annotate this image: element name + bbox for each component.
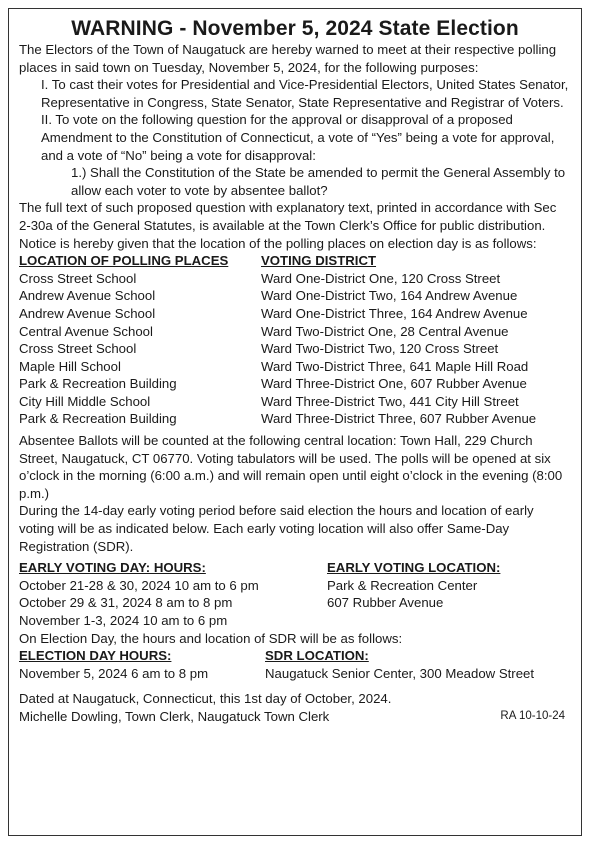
early-voting-hours: October 29 & 31, 2024 8 am to 8 pm xyxy=(19,595,233,611)
polling-place: Andrew Avenue School xyxy=(19,288,156,304)
polling-places-table xyxy=(19,252,571,428)
voting-district: Ward Two-District One, 28 Central Avenue xyxy=(261,323,509,339)
early-voting-notice: During the 14-day early voting period before said election the hours and location of early voting will be as indicated below. Each early voting location will also offer Same-Day Registration (SDR). xyxy=(19,503,534,554)
polling-place: Andrew Avenue School xyxy=(19,305,156,321)
election-notice xyxy=(8,8,582,836)
election-day-hours-header: ELECTION DAY HOURS: xyxy=(19,648,172,664)
polling-places-header: LOCATION OF POLLING PLACES xyxy=(19,253,229,269)
town-clerk-signature: Michelle Dowling, Town Clerk, Naugatuck Town Clerk xyxy=(19,708,330,724)
voting-district: Ward Two-District Two, 120 Cross Street xyxy=(261,341,499,357)
purpose-one: I. To cast their votes for Presidential and Vice-Presidential Electors, United States Senator, Representative in Congress, State Senator, State Representative and Registrar of Voters. xyxy=(41,77,569,110)
polling-place: Cross Street School xyxy=(19,270,137,286)
polling-place: City Hill Middle School xyxy=(19,393,151,409)
reference-code: RA 10-10-24 xyxy=(500,709,565,722)
location-notice: Notice is hereby given that the location of the polling places on election day is as follows: xyxy=(19,235,537,251)
early-voting-location-header: EARLY VOTING LOCATION: xyxy=(327,560,501,576)
election-day-table xyxy=(19,647,571,682)
early-voting-hours-header: EARLY VOTING DAY: HOURS: xyxy=(19,560,206,576)
voting-district: Ward One-District One, 120 Cross Street xyxy=(261,270,501,286)
polling-place: Central Avenue School xyxy=(19,323,153,339)
voting-district: Ward One-District Three, 164 Andrew Avenue xyxy=(261,305,528,321)
polling-place: Park & Recreation Building xyxy=(19,411,177,427)
full-text-notice: The full text of such proposed question with explanatory text, printed in accordance with Sec 2-30a of the General Statutes, is available at the Town Clerk’s Office for public distribution. xyxy=(19,200,557,233)
early-voting-location: 607 Rubber Avenue xyxy=(327,595,444,611)
early-voting-hours: November 1-3, 2024 10 am to 6 pm xyxy=(19,613,228,628)
sdr-location: Naugatuck Senior Center, 300 Meadow Street xyxy=(265,665,535,681)
voting-district: Ward Three-District Two, 441 City Hill Street xyxy=(261,393,519,409)
intro-paragraph: The Electors of the Town of Naugatuck are hereby warned to meet at their respective polling places in said town on Tuesday, November 5, 2024, for the following purposes: xyxy=(19,42,557,75)
voting-district: Ward Three-District Three, 607 Rubber Avenue xyxy=(261,411,537,427)
notice-title: WARNING - November 5, 2024 State Election xyxy=(71,17,519,40)
voting-district: Ward Two-District Three, 641 Maple Hill Road xyxy=(261,358,529,374)
sdr-location-header: SDR LOCATION: xyxy=(265,648,369,664)
voting-district-header: VOTING DISTRICT xyxy=(261,253,377,269)
election-day-hours: November 5, 2024 6 am to 8 pm xyxy=(19,665,209,681)
sdr-notice: On Election Day, the hours and location of SDR will be as follows: xyxy=(19,630,403,646)
early-voting-location: Park & Recreation Center xyxy=(327,577,478,593)
ballot-question: 1.) Shall the Constitution of the State be amended to permit the General Assembly to allow each voter to vote by absentee ballot? xyxy=(71,165,566,198)
polling-place: Cross Street School xyxy=(19,341,137,357)
voting-district: Ward One-District Two, 164 Andrew Avenue xyxy=(261,288,518,304)
absentee-notice: Absentee Ballots will be counted at the following central location: Town Hall, 229 Church Street, Naugatuck, CT 06770. Voting tabulators will be used. The polls will be opened at six o’clock in the morning (6:00 a.m.) and will remain open until eight o’clock in the evening (8:00 p.m.) xyxy=(19,433,563,501)
voting-district: Ward Three-District One, 607 Rubber Avenue xyxy=(261,376,527,392)
polling-place: Park & Recreation Building xyxy=(19,376,177,392)
signature-row xyxy=(19,708,571,726)
purpose-two: II. To vote on the following question for the approval or disapproval of a proposed Amendment to the Constitution of Connecticut, a vote of “Yes” being a vote for approval, and a vote of “No” being a vote for disapproval: xyxy=(41,112,555,163)
early-voting-table xyxy=(19,559,571,629)
polling-place: Maple Hill School xyxy=(19,358,121,374)
early-voting-hours: October 21-28 & 30, 2024 10 am to 6 pm xyxy=(19,577,259,593)
dated-line: Dated at Naugatuck, Connecticut, this 1st day of October, 2024. xyxy=(19,691,392,707)
